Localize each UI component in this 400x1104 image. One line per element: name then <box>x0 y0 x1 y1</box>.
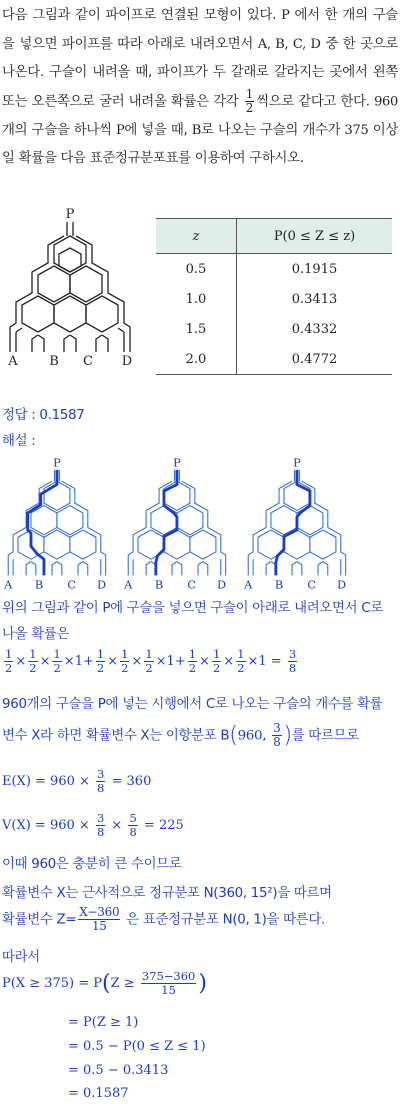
label-b: B <box>49 354 59 369</box>
fraction-denominator: 8 <box>97 781 105 795</box>
solution-text-part: 를 따르므로 <box>291 728 359 744</box>
solution-text: 이때 960은 충분히 큰 수이므로 <box>2 857 182 872</box>
problem-text-part: 에서 한 개의 구슬을 넣으면 파이프를 따라 아래로 내려오면서 <box>2 8 398 52</box>
fraction-denominator: 8 <box>273 735 281 749</box>
label-d: D <box>217 577 227 590</box>
number-960: 960 <box>374 94 398 110</box>
fraction-denominator: 2 <box>145 661 153 675</box>
fraction-denominator: 2 <box>237 661 245 675</box>
problem-text-part: 중 한 곳으로 나온다. 구슬이 내려올 때, 파이프가 두 갈래로 갈라지는 곳에서 왼쪽 또는 오른쪽으로 굴러 내려올 확률은 각각 <box>2 36 398 110</box>
table-cell: 0.4772 <box>237 344 393 375</box>
standardization-line <box>2 906 325 933</box>
fraction-half <box>245 88 254 115</box>
label-a: A <box>4 577 13 590</box>
fraction-numerator: 3 <box>97 767 105 781</box>
equation-part: Z ≥ <box>110 976 135 991</box>
fraction-numerator: 1 <box>121 647 129 661</box>
fraction <box>188 648 197 675</box>
variance-equation <box>2 812 184 839</box>
equation-part: = 225 <box>143 818 184 833</box>
probability-calc-line-2: = P(Z ≥ 1) <box>68 1015 139 1030</box>
label-p: P <box>293 455 301 470</box>
fraction-denominator: 15 <box>161 983 176 997</box>
fraction <box>144 648 153 675</box>
number-375: 375 <box>344 122 369 138</box>
fraction <box>52 648 61 675</box>
path-figure-1 <box>0 452 122 590</box>
binom-n: 960 <box>237 728 263 744</box>
label-c: C <box>83 354 93 369</box>
table-row <box>156 314 392 344</box>
problem-text-part: 이상일 확률을 다음 표준정규분포표를 이용하여 구하시오. <box>2 122 398 167</box>
label-a: A <box>8 354 18 369</box>
fraction-numerator: 1 <box>29 647 37 661</box>
table-header-row <box>156 219 392 254</box>
fraction-denominator: 8 <box>96 825 105 839</box>
table-cell: 0.5 <box>185 261 207 277</box>
table-row <box>156 284 392 314</box>
fraction-numerator: 1 <box>188 647 197 661</box>
equation-part: × <box>111 818 123 833</box>
fraction-denominator: 2 <box>29 661 37 675</box>
fraction <box>272 722 281 749</box>
fraction-denominator: 8 <box>288 661 297 675</box>
solution-text-part: 은 표준정규분포 N(0, 1)을 따른다. <box>126 912 326 928</box>
problem-text-part: 에 넣을 때, <box>124 122 192 138</box>
solution-text-part: 변수 X라 하면 확률변수 X는 이항분포 B <box>2 728 230 744</box>
equation-part: V(X) = 960 × <box>2 818 90 833</box>
solution-text: 나올 확률은 <box>2 627 70 642</box>
fraction-denominator: 2 <box>96 661 105 675</box>
fraction <box>128 812 137 839</box>
problem-text-part: 다음 그림과 같이 파이프로 연결된 모형이 있다. <box>2 8 282 23</box>
label-p: P <box>53 455 61 470</box>
fraction <box>96 648 105 675</box>
hexagon <box>70 266 102 302</box>
fraction-denominator: 2 <box>53 661 61 675</box>
probability-calc-line-5: = 0.1587 <box>68 1086 129 1101</box>
label-a: A <box>244 577 253 590</box>
solution-text-part: 확률변수 Z= <box>2 912 77 928</box>
table-cell: 0.4332 <box>237 314 393 344</box>
solution-text: 따라서 <box>2 950 40 965</box>
pipe-network-figure <box>0 200 150 370</box>
explanation-label: 해설 : <box>2 434 36 449</box>
solution-text: 위의 그림과 같이 P에 구슬을 넣으면 구슬이 아래로 내려오면서 C로 <box>2 601 383 616</box>
normal-distribution-table <box>156 218 392 375</box>
label-c: C <box>187 577 196 590</box>
equation-part: E(X) = 960 × <box>2 774 90 789</box>
binomial-distribution-line: 변수 X라 하면 확률변수 X는 이항분포 B(960, $\frac{3}{8}$ )를 따르므로 <box>2 721 359 749</box>
fraction <box>288 648 297 675</box>
fraction-numerator: 3 <box>273 721 281 735</box>
table-cell: 1.0 <box>185 291 207 307</box>
probability-calc-line-3: = 0.5 − P(0 ≤ Z ≤ 1) <box>68 1039 206 1054</box>
fraction-numerator: 375−360 <box>141 969 196 983</box>
fraction-numerator: 5 <box>129 811 137 825</box>
fraction <box>212 648 221 675</box>
problem-text-part: 로 나오는 구슬의 개수가 <box>201 122 345 138</box>
answer-line: 정답 : 0.1587 <box>2 408 85 423</box>
fraction-numerator: X−360 <box>79 905 120 919</box>
equation-part: = 360 <box>111 774 152 789</box>
hexagon <box>54 296 86 332</box>
fraction <box>28 648 37 675</box>
label-b: B <box>274 577 284 590</box>
fraction <box>141 970 197 997</box>
exit-b: B <box>191 122 202 138</box>
fraction-denominator: 2 <box>188 661 197 675</box>
table-row <box>156 344 392 375</box>
hexagon <box>86 296 118 332</box>
fraction-numerator: 3 <box>288 647 297 661</box>
probability-calc-line-4: = 0.5 − 0.3413 <box>68 1063 169 1078</box>
point-p: P <box>115 122 125 138</box>
fraction-numerator: 1 <box>212 647 221 661</box>
probability-calc-line-1 <box>2 970 207 997</box>
open-paren: ( <box>229 723 238 748</box>
hexagon <box>38 266 70 302</box>
point-p: P <box>281 8 290 23</box>
path-figure-3 <box>240 452 362 590</box>
fraction <box>120 648 129 675</box>
fraction-numerator: 1 <box>5 647 13 661</box>
hexagon <box>22 296 54 332</box>
open-paren: ( <box>102 971 111 996</box>
fraction-numerator: 3 <box>96 811 105 825</box>
problem-text-part: 개의 구슬을 하나씩 <box>2 122 116 138</box>
table-row <box>156 254 392 285</box>
label-a: A <box>124 577 133 590</box>
label-p: P <box>65 207 75 222</box>
fraction <box>4 648 13 675</box>
equation-part: P(X ≥ 375) = P <box>2 976 103 991</box>
column-header: P(0 ≤ Z ≤ z) <box>237 219 393 254</box>
label-d: D <box>97 577 107 590</box>
label-d: D <box>121 354 133 369</box>
problem-text <box>2 2 398 174</box>
close-paren: ) <box>198 971 207 996</box>
table-cell: 1.5 <box>185 321 207 337</box>
path-figure-2 <box>120 452 242 590</box>
solution-text: 960개의 구슬을 P에 넣는 시행에서 C로 나오는 구슬의 개수를 확률 <box>2 697 383 712</box>
label-c: C <box>307 577 316 590</box>
label-b: B <box>154 577 164 590</box>
fraction-numerator: 1 <box>237 647 245 661</box>
fraction-denominator: 2 <box>5 661 13 675</box>
fraction-numerator: 1 <box>145 647 153 661</box>
fraction-numerator: 1 <box>53 647 61 661</box>
solution-text: 확률변수 X는 근사적으로 정규분포 N(360, 15²)을 따르며 <box>2 886 332 901</box>
column-header: z <box>156 219 237 254</box>
fraction <box>96 812 105 839</box>
exits-abcd: A, B, C, D <box>257 36 321 52</box>
fraction-numerator: 1 <box>96 647 105 661</box>
table-cell: 2.0 <box>156 344 237 375</box>
label-b: B <box>34 577 44 590</box>
table-cell: 0.1915 <box>237 254 393 285</box>
fraction-denominator: 2 <box>245 100 254 115</box>
expectation-equation <box>2 768 151 795</box>
problem-text-part: 씩으로 같다고 한다. <box>256 94 375 110</box>
fraction-denominator: 15 <box>91 919 107 933</box>
label-c: C <box>67 577 76 590</box>
z-fraction <box>78 906 120 933</box>
fraction-denominator: 2 <box>121 661 129 675</box>
table-cell: 0.3413 <box>237 284 393 314</box>
fraction-numerator: 1 <box>245 86 254 101</box>
path-probability-equation: $\frac{1}{2}$ × $\frac{1}{2}$ × $\frac{1}{2}$ ×1+ $\frac{1}{2}$ × $\frac{1}{2}$ × $\frac{1}{2}$ ×1+ $\frac{1}{2}$ × $\frac{1}{2}$ × $\frac{1}{2}$ ×1 = $\frac{3}{8}$ <box>5 647 297 675</box>
fraction <box>96 768 105 795</box>
fraction-denominator: 2 <box>212 661 221 675</box>
close-paren: ) <box>283 723 292 748</box>
fraction-denominator: 8 <box>129 825 137 839</box>
label-d: D <box>337 577 347 590</box>
label-p: P <box>173 455 181 470</box>
fraction <box>236 648 245 675</box>
